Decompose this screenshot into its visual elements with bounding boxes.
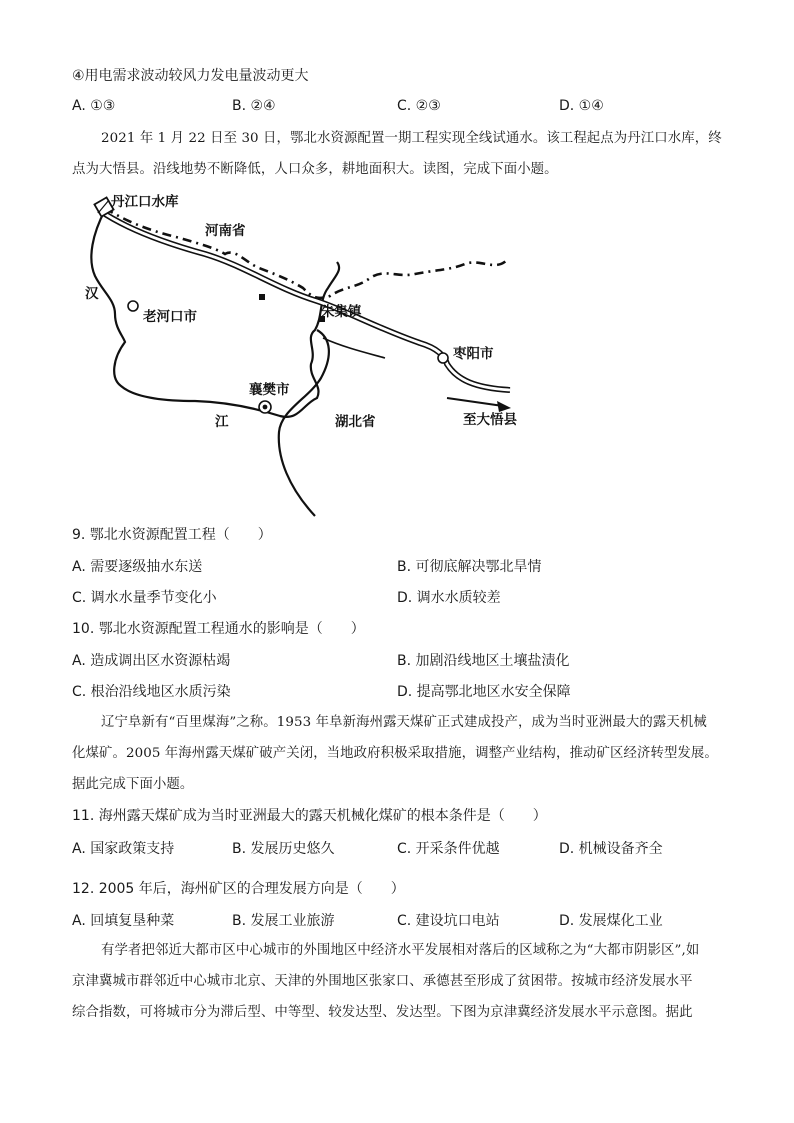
q10-options-row2: [72, 681, 752, 701]
q9-option-c[interactable]: C. 调水水量季节变化小: [72, 590, 217, 606]
q11-option-c[interactable]: C. 开采条件优越: [397, 841, 500, 857]
label-danjiangkou: 丹江口水库: [111, 194, 179, 210]
water-diversion-map: [85, 188, 525, 518]
q11-option-b[interactable]: B. 发展历史悠久: [232, 841, 335, 857]
tributary-line: [323, 338, 385, 358]
intro3-line1: 有学者把邻近大都市区中心城市的外围地区中经济水平发展相对落后的区域称之为“大都市阴影区”,如: [101, 943, 700, 958]
q12-option-c[interactable]: C. 建设坑口电站: [397, 913, 500, 929]
label-laohekou: 老河口市: [143, 309, 197, 325]
statement-4: ④用电需求波动较风力发电量波动更大: [72, 68, 309, 84]
q10-options-row1: [72, 650, 752, 670]
q9-options-row2: [72, 587, 752, 607]
q11-options-row: [72, 838, 752, 858]
laohekou-marker: [128, 301, 138, 311]
intro1-line2: 点为大悟县。沿线地势不断降低，人口众多，耕地面积大。读图，完成下面小题。: [72, 162, 558, 177]
q11-stem: 11. 海州露天煤矿成为当时亚洲最大的露天机械化煤矿的根本条件是（ ）: [72, 808, 547, 824]
q9-option-a[interactable]: A. 需要逐级抽水东送: [72, 559, 203, 575]
label-henan: 河南省: [205, 223, 246, 239]
q9-options-row1: [72, 556, 752, 576]
label-zhuji: 朱集镇: [321, 304, 362, 320]
option-a[interactable]: A. ①③: [72, 98, 116, 114]
q12-options-row: [72, 910, 752, 930]
intro2-line3: 据此完成下面小题。: [72, 777, 194, 792]
q12-option-d[interactable]: D. 发展煤化工业: [559, 913, 663, 929]
option-d[interactable]: D. ①④: [559, 98, 604, 114]
han-river-line: [91, 210, 339, 417]
dawu-arrow-head: [497, 401, 511, 412]
river-south-line: [279, 330, 329, 516]
waypoint-marker: [259, 294, 265, 300]
intro3-line2: 京津冀城市群邻近中心城市北京、天津的外围地区张家口、承德甚至形成了贫困带。按城市经济发展水平: [72, 974, 693, 989]
q10-option-b[interactable]: B. 加剧沿线地区土壤盐渍化: [397, 653, 570, 669]
label-zaoyang: 枣阳市: [453, 346, 494, 362]
intro2-line1: 辽宁阜新有“百里煤海”之称。1953 年阜新海州露天煤矿正式建成投产，成为当时亚洲最大的露天机械: [101, 715, 707, 730]
label-jiang: 江: [215, 414, 229, 430]
intro3-line3: 综合指数，可将城市分为滞后型、中等型、较发达型、发达型。下图为京津冀经济发展水平示意图。据此: [72, 1005, 693, 1020]
q9-option-d[interactable]: D. 调水水质较差: [397, 590, 501, 606]
dawu-arrow-line: [447, 398, 503, 406]
zaoyang-marker: [438, 353, 448, 363]
label-hubei: 湖北省: [335, 414, 376, 430]
label-xiangfan: 襄樊市: [249, 382, 290, 398]
q10-option-a[interactable]: A. 造成调出区水资源枯竭: [72, 653, 231, 669]
option-b[interactable]: B. ②④: [232, 98, 276, 114]
q12-option-b[interactable]: B. 发展工业旅游: [232, 913, 335, 929]
label-han: 汉: [85, 286, 99, 302]
intro2-line2: 化煤矿。2005 年海州露天煤矿破产关闭，当地政府积极采取措施，调整产业结构，推动矿区经济转型发展。: [72, 746, 718, 761]
q12-stem: 12. 2005 年后，海州矿区的合理发展方向是（ ）: [72, 881, 405, 897]
q10-option-c[interactable]: C. 根治沿线地区水质污染: [72, 684, 231, 700]
q11-option-d[interactable]: D. 机械设备齐全: [559, 841, 663, 857]
q11-option-a[interactable]: A. 国家政策支持: [72, 841, 175, 857]
province-boundary: [105, 208, 507, 298]
intro1-line1: 2021 年 1 月 22 日至 30 日，鄂北水资源配置一期工程实现全线试通水。该工程起点为丹江口水库，终: [101, 131, 722, 146]
q9-option-b[interactable]: B. 可彻底解决鄂北旱情: [397, 559, 542, 575]
q10-option-d[interactable]: D. 提高鄂北地区水安全保障: [397, 684, 571, 700]
options-row-top: [72, 98, 752, 118]
canal-outer: [99, 210, 510, 390]
q9-stem: 9. 鄂北水资源配置工程（ ）: [72, 527, 272, 543]
label-dawu: 至大悟县: [463, 412, 517, 428]
q12-option-a[interactable]: A. 回填复垦种菜: [72, 913, 175, 929]
option-c[interactable]: C. ②③: [397, 98, 441, 114]
q10-stem: 10. 鄂北水资源配置工程通水的影响是（ ）: [72, 621, 365, 637]
